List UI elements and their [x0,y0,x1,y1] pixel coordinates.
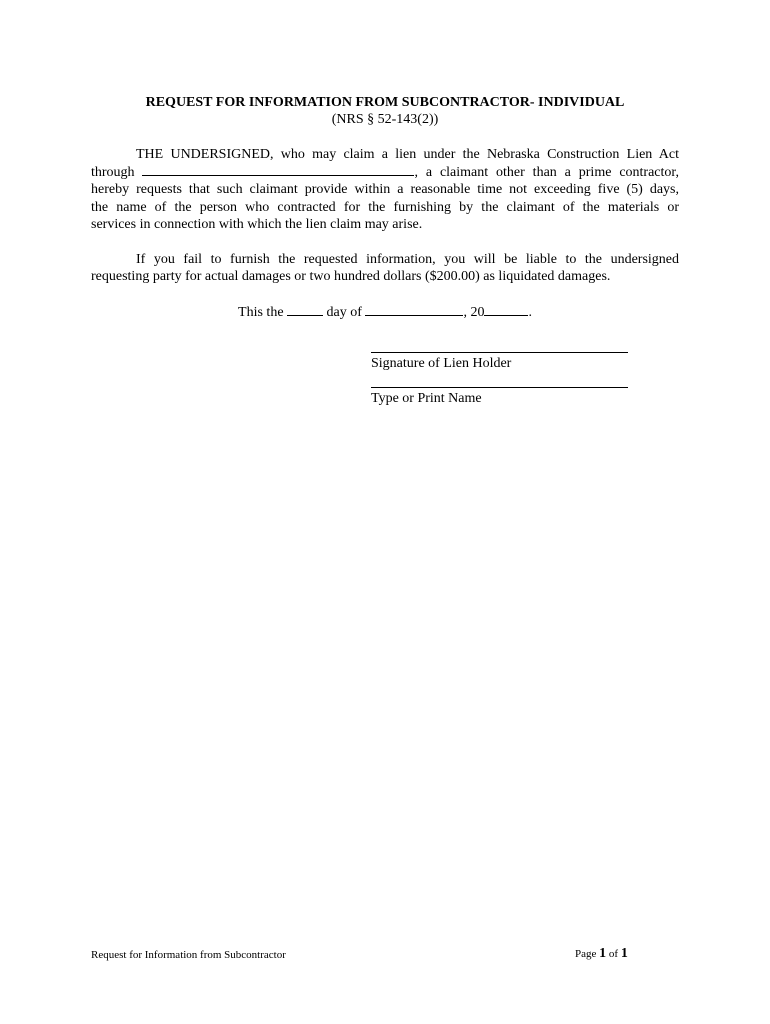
day-blank[interactable] [287,303,323,316]
date-period: . [528,305,532,320]
page-indicator [575,946,628,962]
liability-paragraph [91,251,679,285]
month-blank[interactable] [365,303,463,316]
page-number: 1 [599,946,607,961]
liability-paragraph-line-1: If you fail to furnish the requested information, you will be liable to the undersigned [136,252,679,267]
signature-line[interactable] [371,352,628,353]
day-of-text: day of [326,305,362,320]
page-of: of [608,948,619,960]
request-paragraph-line-2 [91,163,679,181]
claimant-name-blank[interactable] [142,163,414,176]
page-prefix: Page [575,948,597,960]
signature-label: Signature of Lien Holder [371,356,512,371]
year-blank[interactable] [484,303,528,316]
year-prefix: , 20 [463,305,485,320]
request-paragraph [91,146,679,233]
request-paragraph-line-5: services in connection with which the lien claim may arise. [91,216,423,232]
document-title: REQUEST FOR INFORMATION FROM SUBCONTRACTOR- INDIVIDUAL [145,95,625,110]
liability-paragraph-line-2: requesting party for actual damages or two hundred dollars ($200.00) as liquidated damages. [91,269,611,285]
print-name-label: Type or Print Name [371,391,482,406]
date-prefix: This the [238,305,284,320]
request-paragraph-line-3: hereby requests that such claimant provide within a reasonable time not exceeding five (5) days, [91,182,679,198]
footer-title: Request for Information from Subcontractor [91,949,286,961]
page-total: 1 [620,946,628,961]
date-line [0,303,770,321]
request-paragraph-line-1: THE UNDERSIGNED, who may claim a lien under the Nebraska Construction Lien Act [136,147,679,162]
claimant-text: , a claimant other than a prime contractor, [414,165,679,181]
request-paragraph-line-4: the name of the person who contracted for the furnishing by the claimant of the materials or [91,199,679,215]
statute-reference: (NRS § 52-143(2)) [331,112,439,127]
through-text: through [91,165,135,181]
print-name-line[interactable] [371,387,628,388]
